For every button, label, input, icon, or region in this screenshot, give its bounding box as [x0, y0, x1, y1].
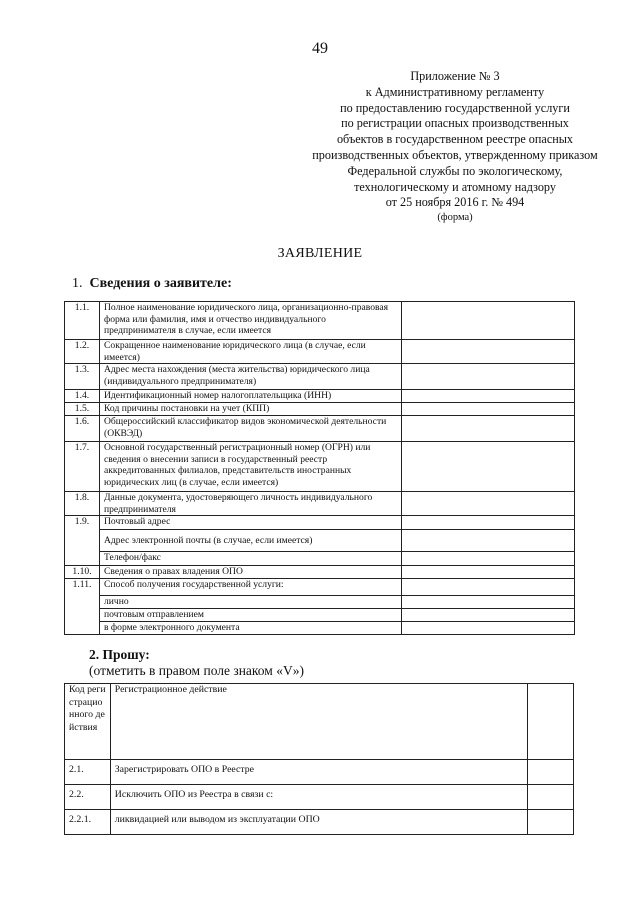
section-2-note: (отметить в правом поле знаком «V»)	[89, 663, 304, 678]
row-number: 1.5.	[65, 403, 100, 416]
value-field[interactable]	[402, 609, 575, 622]
row-label: Почтовый адрес	[100, 516, 402, 530]
action-label: Зарегистрировать ОПО в Реестре	[110, 760, 527, 785]
section-1-title: Сведения о заявителе:	[89, 276, 232, 291]
table-row	[65, 622, 575, 635]
table-row	[65, 566, 575, 579]
row-number: 1.2.	[65, 340, 100, 364]
value-field[interactable]	[402, 340, 575, 364]
value-field[interactable]	[402, 302, 575, 340]
row-label: Способ получения государственной услуги:	[100, 579, 402, 596]
action-code: 2.2.	[65, 785, 111, 810]
table-row	[65, 403, 575, 416]
row-label: Идентификационный номер налогоплательщика (ИНН)	[100, 390, 402, 403]
table-row	[65, 579, 575, 596]
appendix-line: производственных объектов, утвержденному приказом	[312, 147, 598, 162]
row-number: 1.11.	[65, 579, 100, 635]
table-row	[65, 390, 575, 403]
table-row	[65, 609, 575, 622]
table-row	[65, 416, 575, 442]
table-row	[65, 552, 575, 566]
row-label: лично	[100, 596, 402, 609]
appendix-line: технологическому и атомному надзору	[354, 179, 556, 194]
action-code: 2.2.1.	[65, 810, 111, 835]
row-label: Адрес места нахождения (места жительства) юридического лица (индивидуального предпринимателя)	[100, 364, 402, 390]
form-note: (форма)	[437, 212, 473, 224]
registration-actions-table	[64, 683, 574, 835]
checkmark-column-header	[527, 684, 573, 760]
row-label: Общероссийский классификатор видов экономической деятельности (ОКВЭД)	[100, 416, 402, 442]
row-number: 1.9.	[65, 516, 100, 566]
action-column-header: Регистрационное действие	[110, 684, 527, 760]
table-row	[65, 760, 574, 785]
value-field[interactable]	[402, 442, 575, 492]
appendix-header	[280, 69, 630, 225]
section-2-heading	[89, 647, 304, 679]
action-checkbox[interactable]	[527, 760, 573, 785]
row-label: Сведения о правах владения ОПО	[100, 566, 402, 579]
action-checkbox[interactable]	[527, 785, 573, 810]
appendix-line: Федеральной службы по экологическому,	[347, 163, 563, 178]
value-field[interactable]	[402, 364, 575, 390]
code-column-header: Код регистрационного действия	[65, 684, 111, 760]
section-1-heading	[72, 276, 232, 292]
appendix-line: к Административному регламенту	[365, 84, 545, 99]
row-label: Данные документа, удостоверяющего личность индивидуального предпринимателя	[100, 492, 402, 516]
table-row	[65, 785, 574, 810]
row-label: Телефон/факс	[100, 552, 402, 566]
row-label: Сокращенное наименование юридического лица (в случае, если имеется)	[100, 340, 402, 364]
row-number: 1.10.	[65, 566, 100, 579]
value-field[interactable]	[402, 403, 575, 416]
appendix-line: Приложение № 3	[410, 69, 500, 83]
value-field[interactable]	[402, 566, 575, 579]
table-row	[65, 596, 575, 609]
value-field[interactable]	[402, 530, 575, 552]
appendix-line: от 25 ноября 2016 г. № 494	[385, 195, 525, 210]
row-number: 1.8.	[65, 492, 100, 516]
value-field[interactable]	[402, 416, 575, 442]
row-label: Полное наименование юридического лица, организационно-правовая форма или фамилия, имя и отчество индивидуального предпринимателя в случае, если имеется	[100, 302, 402, 340]
action-checkbox[interactable]	[527, 810, 573, 835]
row-number: 1.7.	[65, 442, 100, 492]
value-field[interactable]	[402, 579, 575, 596]
section-2-title: 2. Прошу:	[89, 647, 150, 662]
row-label: Основной государственный регистрационный номер (ОГРН) или сведения о внесении записи в государственный реестр аккредитованных филиалов, представительств иностранных юридических лиц (в случае, если имеется)	[100, 442, 402, 492]
value-field[interactable]	[402, 516, 575, 530]
row-number: 1.3.	[65, 364, 100, 390]
section-1-number: 1.	[72, 276, 83, 291]
row-label: Адрес электронной почты (в случае, если имеется)	[100, 530, 402, 552]
table-row	[65, 340, 575, 364]
table-row	[65, 364, 575, 390]
row-label: Код причины постановки на учет (КПП)	[100, 403, 402, 416]
action-label: ликвидацией или выводом из эксплуатации ОПО	[110, 810, 527, 835]
value-field[interactable]	[402, 492, 575, 516]
table-row	[65, 442, 575, 492]
action-code: 2.1.	[65, 760, 111, 785]
table-row	[65, 530, 575, 552]
document-title: ЗАЯВЛЕНИЕ	[277, 246, 363, 261]
value-field[interactable]	[402, 552, 575, 566]
appendix-line: объектов в государственном реестре опасных	[336, 132, 574, 147]
value-field[interactable]	[402, 596, 575, 609]
row-number: 1.1.	[65, 302, 100, 340]
row-number: 1.6.	[65, 416, 100, 442]
table-row	[65, 516, 575, 530]
applicant-info-table	[64, 301, 575, 635]
page-number: 49	[312, 40, 328, 57]
value-field[interactable]	[402, 622, 575, 635]
value-field[interactable]	[402, 390, 575, 403]
table-header-row	[65, 684, 574, 760]
row-label: почтовым отправлением	[100, 609, 402, 622]
row-number: 1.4.	[65, 390, 100, 403]
table-row	[65, 810, 574, 835]
row-label: в форме электронного документа	[100, 622, 402, 635]
table-row	[65, 302, 575, 340]
table-row	[65, 492, 575, 516]
appendix-line: по предоставлению государственной услуги	[340, 100, 570, 115]
appendix-line: по регистрации опасных производственных	[341, 116, 569, 131]
action-label: Исключить ОПО из Реестра в связи с:	[110, 785, 527, 810]
